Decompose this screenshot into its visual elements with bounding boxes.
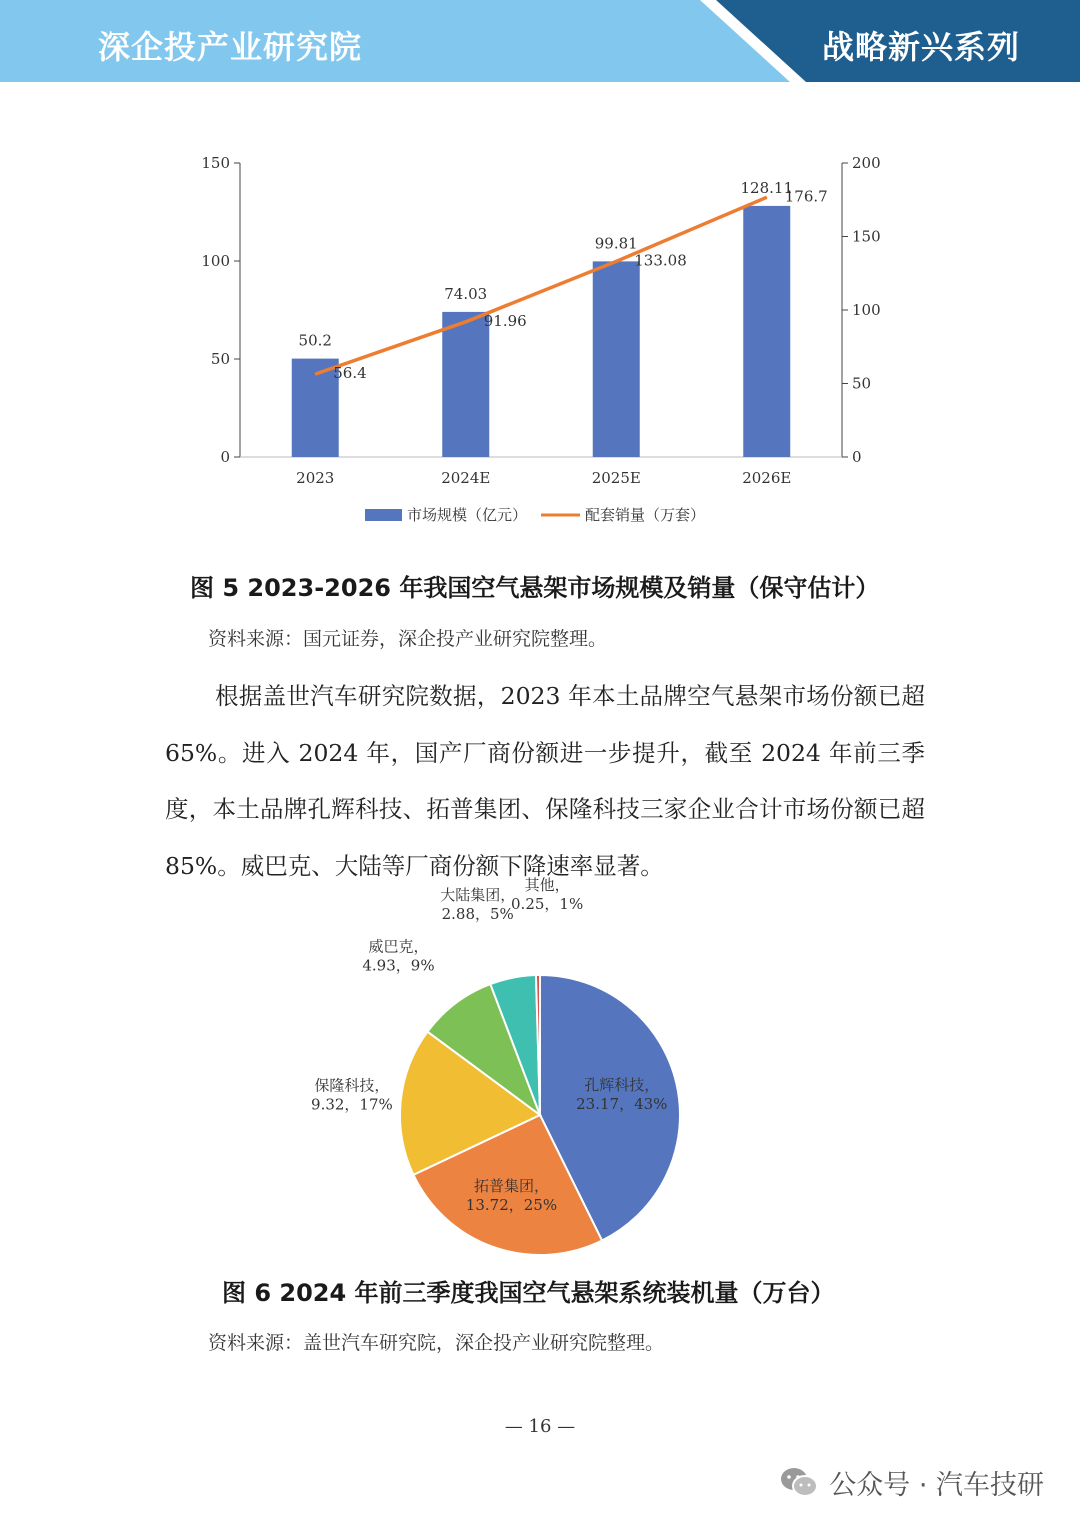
pie-slice-label: 大陆集团， 2.88，5%	[440, 885, 516, 923]
right-tick-label: 100	[852, 301, 881, 319]
legend-swatch-market-size	[365, 509, 402, 521]
line-value-label: 91.96	[483, 311, 527, 330]
category-label: 2023	[296, 469, 335, 487]
chart-legend	[365, 506, 705, 524]
line-value-label: 133.08	[634, 251, 687, 270]
line-value-label: 176.7	[784, 187, 828, 206]
figure5-source: 资料来源：国元证券，深企投产业研究院整理。	[208, 628, 608, 650]
bar-value-label: 74.03	[444, 284, 488, 303]
left-tick-label: 100	[201, 252, 230, 270]
bar-series	[292, 206, 791, 457]
line-series	[315, 197, 768, 375]
left-tick-label: 150	[201, 154, 230, 172]
header-series-title: 战略新兴系列	[821, 28, 1020, 66]
category-label: 2024E	[441, 469, 491, 487]
body-paragraph: 根据盖世汽车研究院数据，2023 年本土品牌空气悬架市场份额已超 65%。进入 2024 年，国产厂商份额进一步提升，截至 2024 年前三季度，本土品牌孔辉科技、拓普集团、保隆科技三家企业合计市场份额已超 85%。威巴克、大陆等厂商份额下降速率显著。	[165, 682, 925, 880]
bar-value-label: 50.2	[298, 331, 332, 350]
legend-label-sales: 配套销量（万套）	[585, 506, 706, 524]
bar	[593, 261, 640, 457]
left-tick-label: 0	[220, 448, 230, 466]
bar	[442, 312, 489, 457]
watermark-text: 公众号 · 汽车技研	[829, 1469, 1044, 1501]
right-tick-label: 200	[852, 154, 881, 172]
sales-line	[315, 197, 767, 374]
category-label: 2025E	[591, 469, 641, 487]
bar-value-label: 128.11	[740, 178, 793, 197]
page-number: — 16 —	[504, 1416, 576, 1437]
figure5-caption: 图 5 2023-2026 年我国空气悬架市场规模及销量（保守估计）	[190, 574, 880, 602]
bar	[743, 206, 790, 457]
market-size-combo-chart	[0, 0, 1080, 540]
line-point	[465, 321, 466, 322]
figure6-source: 资料来源：盖世汽车研究院，深企投产业研究院整理。	[208, 1332, 665, 1354]
pie-slice-label: 威巴克， 4.93，9%	[362, 937, 435, 975]
pie-slice-label: 拓普集团， 13.72，25%	[465, 1176, 558, 1214]
line-point	[315, 374, 316, 375]
header-institute-title: 深企投产业研究院	[98, 28, 363, 66]
figure6-caption: 图 6 2024 年前三季度我国空气悬架系统装机量（万台）	[222, 1279, 835, 1307]
left-tick-label: 50	[210, 350, 230, 368]
wechat-icon	[779, 1465, 819, 1499]
line-value-label: 56.4	[333, 364, 367, 383]
legend-label-market-size: 市场规模（亿元）	[407, 506, 528, 524]
pie-slice-label: 其他， 0.25，1%	[511, 876, 584, 914]
right-tick-label: 150	[852, 227, 881, 246]
pie-slice-label: 保隆科技， 9.32，17%	[311, 1076, 393, 1114]
right-tick-label: 50	[852, 374, 872, 393]
bar-value-label: 99.81	[594, 234, 638, 253]
installation-pie-chart	[0, 876, 1080, 1270]
line-point	[616, 261, 617, 262]
watermark	[779, 1462, 1044, 1502]
right-tick-label: 0	[852, 448, 862, 466]
category-label: 2026E	[742, 469, 792, 487]
pie-slice-label: 孔辉科技， 23.17，43%	[576, 1075, 668, 1113]
